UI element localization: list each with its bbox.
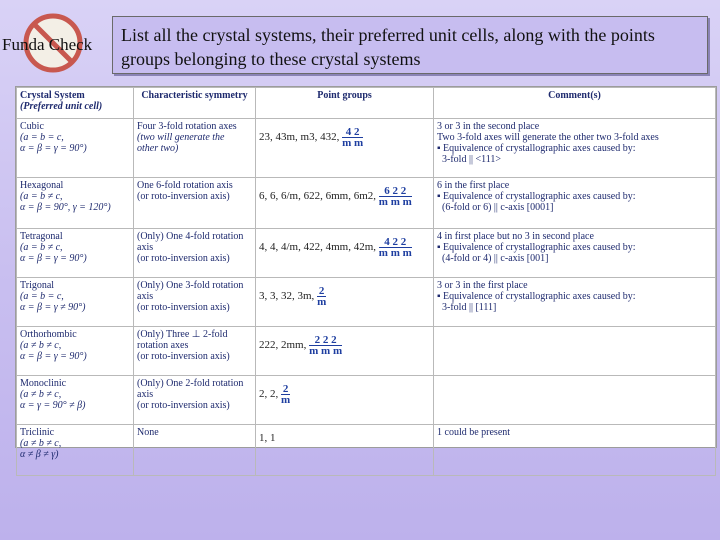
page-title: List all the crystal systems, their preferred unit cells, along with the points groups belonging to these crystal systems — [121, 25, 655, 69]
symmetry-cell: Four 3-fold rotation axes (two will generate the other two) — [134, 119, 256, 178]
table-row — [17, 229, 716, 278]
symmetry-cell: (Only) One 2-fold rotation axis (or roto-inversion axis) — [134, 376, 256, 425]
title-box — [112, 16, 708, 74]
symmetry-cell: (Only) Three ⊥ 2-fold rotation axes (or roto-inversion axis) — [134, 327, 256, 376]
crystal-system-cell: Tetragonal (a = b ≠ c, α = β = γ = 90°) — [17, 229, 134, 278]
symmetry-cell: (Only) One 4-fold rotation axis (or roto-inversion axis) — [134, 229, 256, 278]
header-characteristic-symmetry: Characteristic symmetry — [134, 88, 256, 119]
header-comments: Comment(s) — [434, 88, 716, 119]
point-groups-cell: 2, 2, $\frac{2}{m}$ — [256, 376, 434, 425]
comments-cell — [434, 376, 716, 425]
comments-cell — [434, 327, 716, 376]
header-point-groups: Point groups — [256, 88, 434, 119]
table-row — [17, 376, 716, 425]
table-row — [17, 178, 716, 229]
comments-cell: 3 or 3 in the second place Two 3-fold axes will generate the other two 3-fold axes ▪ Equivalence of crystallographic axes caused by: 3-fold || <111> — [434, 119, 716, 178]
point-groups-cell: 6, 6, 6/m, 622, 6mm, 6m2, $\frac{6 2 2}{\text{m m m}}$ — [256, 178, 434, 229]
table-row — [17, 327, 716, 376]
comments-cell: 1 could be present — [434, 425, 716, 476]
crystal-systems-table — [15, 86, 717, 460]
crystal-system-cell: Monoclinic (a ≠ b ≠ c, α = γ = 90° ≠ β) — [17, 376, 134, 425]
point-groups-cell: 1, 1 — [256, 425, 434, 476]
crystal-system-cell: Orthorhombic (a ≠ b ≠ c, α = β = γ = 90°) — [17, 327, 134, 376]
table-row — [17, 278, 716, 327]
point-groups-cell: 222, 2mm, $\frac{2 2 2}{\text{m m m}}$ — [256, 327, 434, 376]
point-groups-cell: 3, 3, 32, 3m, $\frac{2}{m}$ — [256, 278, 434, 327]
crystal-system-cell: Triclinic (a ≠ b ≠ c, α ≠ β ≠ γ) — [17, 425, 134, 476]
comments-cell: 4 in first place but no 3 in second place ▪ Equivalence of crystallographic axes caused by: (4-fold or 4) || c-axis [001] — [434, 229, 716, 278]
table-row — [17, 425, 716, 476]
comments-cell: 3 or 3 in the first place ▪ Equivalence of crystallographic axes caused by: 3-fold || [111] — [434, 278, 716, 327]
crystal-system-cell: Trigonal (a = b = c, α = β = γ ≠ 90°) — [17, 278, 134, 327]
comments-cell: 6 in the first place ▪ Equivalence of crystallographic axes caused by: (6-fold or 6) || c-axis [0001] — [434, 178, 716, 229]
logo-label: Funda Check — [2, 35, 93, 54]
symmetry-cell: (Only) One 3-fold rotation axis (or roto-inversion axis) — [134, 278, 256, 327]
table-header-row — [17, 88, 716, 119]
point-groups-cell: 4, 4, 4/m, 422, 4mm, 42m, $\frac{4 2 2}{\text{m m m}}$ — [256, 229, 434, 278]
point-groups-cell: 23, 43m, m3, 432, $\frac{4 2}{\text{m m}}$ — [256, 119, 434, 178]
crystal-system-cell: Cubic (a = b = c, α = β = γ = 90°) — [17, 119, 134, 178]
table-row — [17, 119, 716, 178]
symmetry-cell: One 6-fold rotation axis (or roto-inversion axis) — [134, 178, 256, 229]
crystal-system-cell: Hexagonal (a = b ≠ c, α = β = 90°, γ = 120°) — [17, 178, 134, 229]
symmetry-cell: None — [134, 425, 256, 476]
header-crystal-system: Crystal System (Preferred unit cell) — [17, 88, 134, 119]
